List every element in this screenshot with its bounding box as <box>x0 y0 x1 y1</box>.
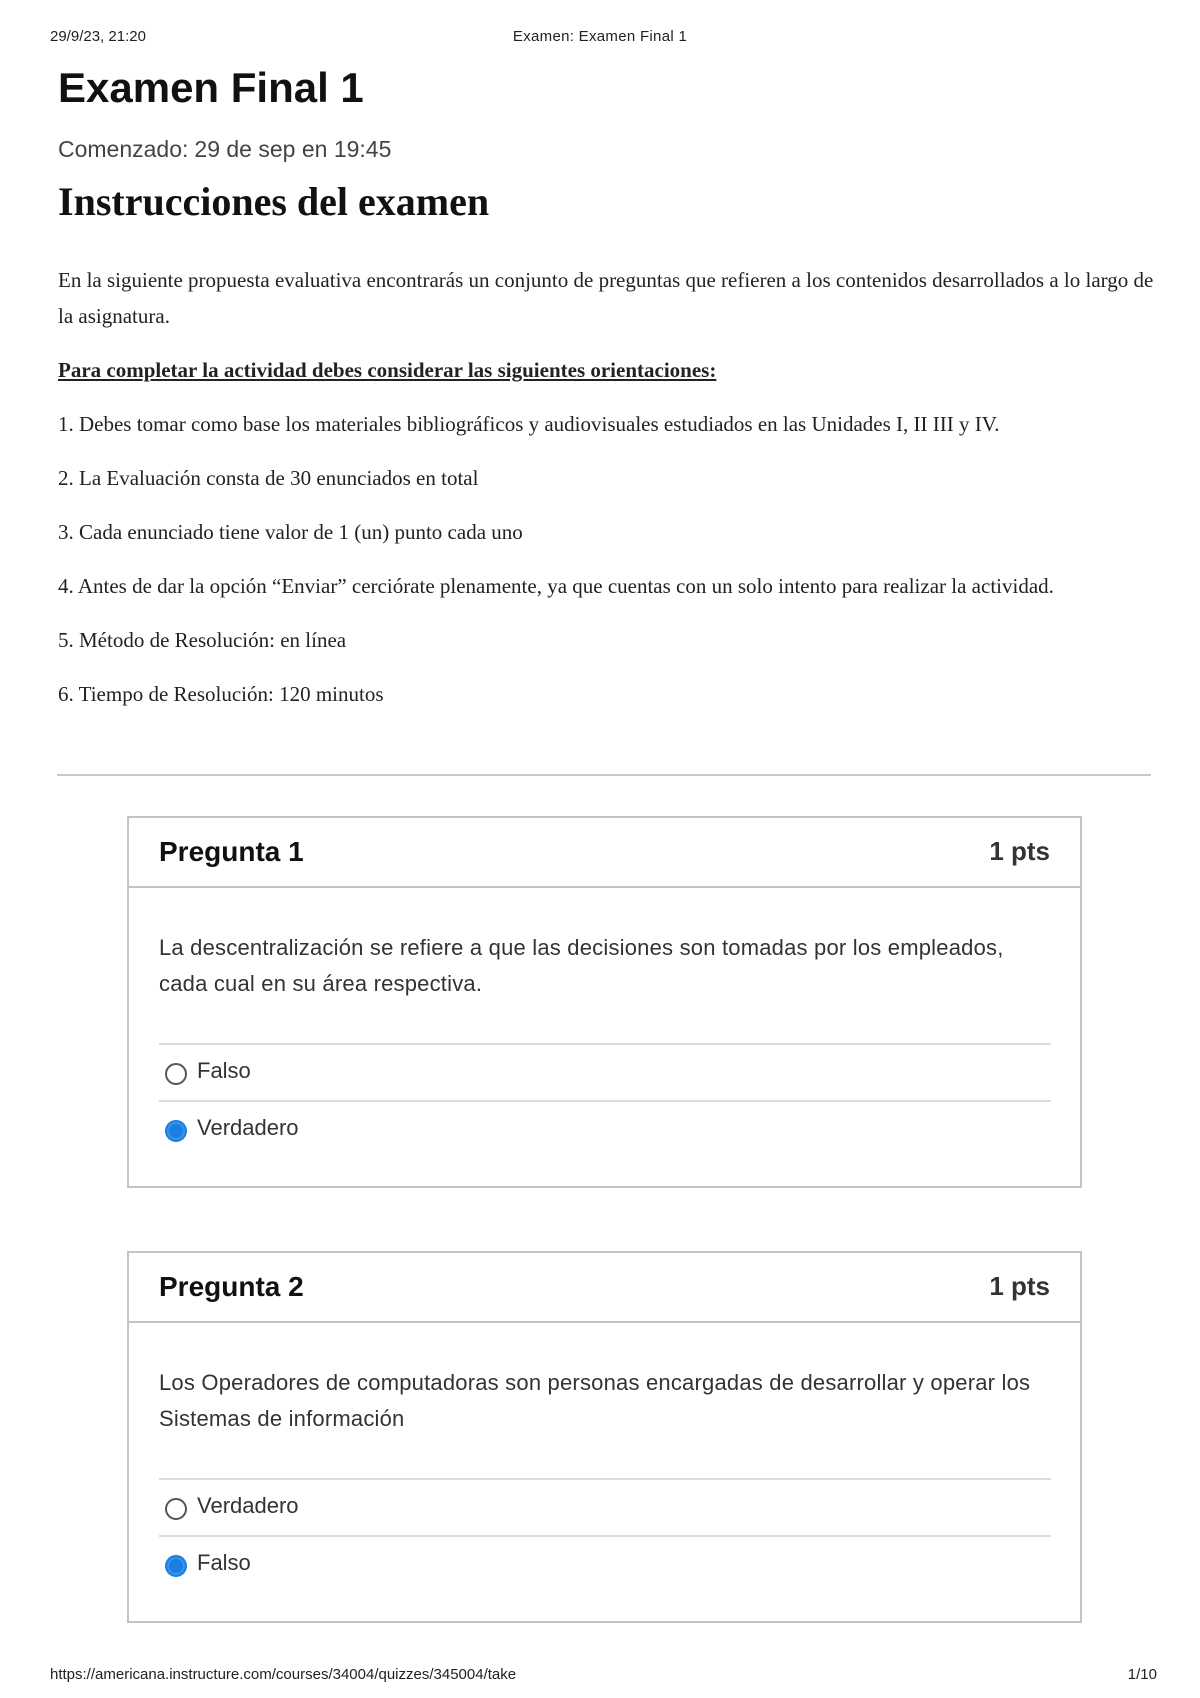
section-divider <box>57 774 1151 776</box>
orientation-title: Para completar la actividad debes considerar las siguientes orientaciones: <box>58 358 717 382</box>
radio-button-selected[interactable] <box>165 1120 187 1142</box>
radio-button[interactable] <box>165 1063 187 1085</box>
started-info <box>58 136 391 163</box>
print-datetime: 29/9/23, 21:20 <box>50 28 146 45</box>
answer-option[interactable] <box>159 1100 1051 1157</box>
instruction-item: 4. Antes de dar la opción “Enviar” cerciórate plenamente, ya que cuentas con un solo intento para realizar la actividad. <box>58 574 1054 598</box>
question-points: 1 pts <box>989 836 1050 866</box>
print-title: Examen: Examen Final 1 <box>512 28 688 45</box>
instruction-item: 6. Tiempo de Resolución: 120 minutos <box>58 682 384 706</box>
radio-button[interactable] <box>165 1498 187 1520</box>
question-title: Pregunta 2 <box>159 1271 304 1302</box>
page-title: Examen Final 1 <box>58 64 364 111</box>
question-header <box>129 818 1080 888</box>
radio-button-selected[interactable] <box>165 1555 187 1577</box>
question-text: Los Operadores de computadoras son personas encargadas de desarrollar y operar los Sistemas de información <box>159 1370 1031 1431</box>
question-card-1 <box>127 816 1082 1188</box>
answer-list <box>159 1478 1051 1592</box>
instructions-heading: Instrucciones del examen <box>58 179 490 224</box>
print-header <box>0 28 1200 48</box>
started-value: 29 de sep en 19:45 <box>194 136 392 162</box>
instructions-intro: En la siguiente propuesta evaluativa encontrarás un conjunto de preguntas que refieren a los contenidos desarrollados a lo largo de la asignatura. <box>58 268 1154 328</box>
answer-option[interactable] <box>159 1043 1051 1100</box>
answer-label: Falso <box>197 1550 251 1575</box>
instruction-item: 5. Método de Resolución: en línea <box>58 628 347 652</box>
question-card-2 <box>127 1251 1082 1623</box>
answer-label: Verdadero <box>197 1493 299 1518</box>
answer-option[interactable] <box>159 1478 1051 1535</box>
instruction-item: 2. La Evaluación consta de 30 enunciados en total <box>58 466 479 490</box>
question-text: La descentralización se refiere a que las decisiones son tomadas por los empleados, cada cual en su área respectiva. <box>159 935 1004 996</box>
answer-list <box>159 1043 1051 1157</box>
answer-option[interactable] <box>159 1535 1051 1592</box>
question-points: 1 pts <box>989 1271 1050 1301</box>
question-header <box>129 1253 1080 1323</box>
instruction-item: 3. Cada enunciado tiene valor de 1 (un) punto cada uno <box>58 520 523 544</box>
print-url: https://americana.instructure.com/courses/34004/quizzes/345004/take <box>50 1666 517 1683</box>
answer-label: Verdadero <box>197 1115 299 1140</box>
instruction-item: 1. Debes tomar como base los materiales bibliográficos y audiovisuales estudiados en las Unidades I, II III y IV. <box>58 412 1000 436</box>
page-number: 1/10 <box>1127 1666 1157 1683</box>
question-title: Pregunta 1 <box>159 836 304 867</box>
instructions-body <box>58 262 1158 730</box>
started-label: Comenzado: <box>58 136 189 162</box>
answer-label: Falso <box>197 1058 251 1083</box>
